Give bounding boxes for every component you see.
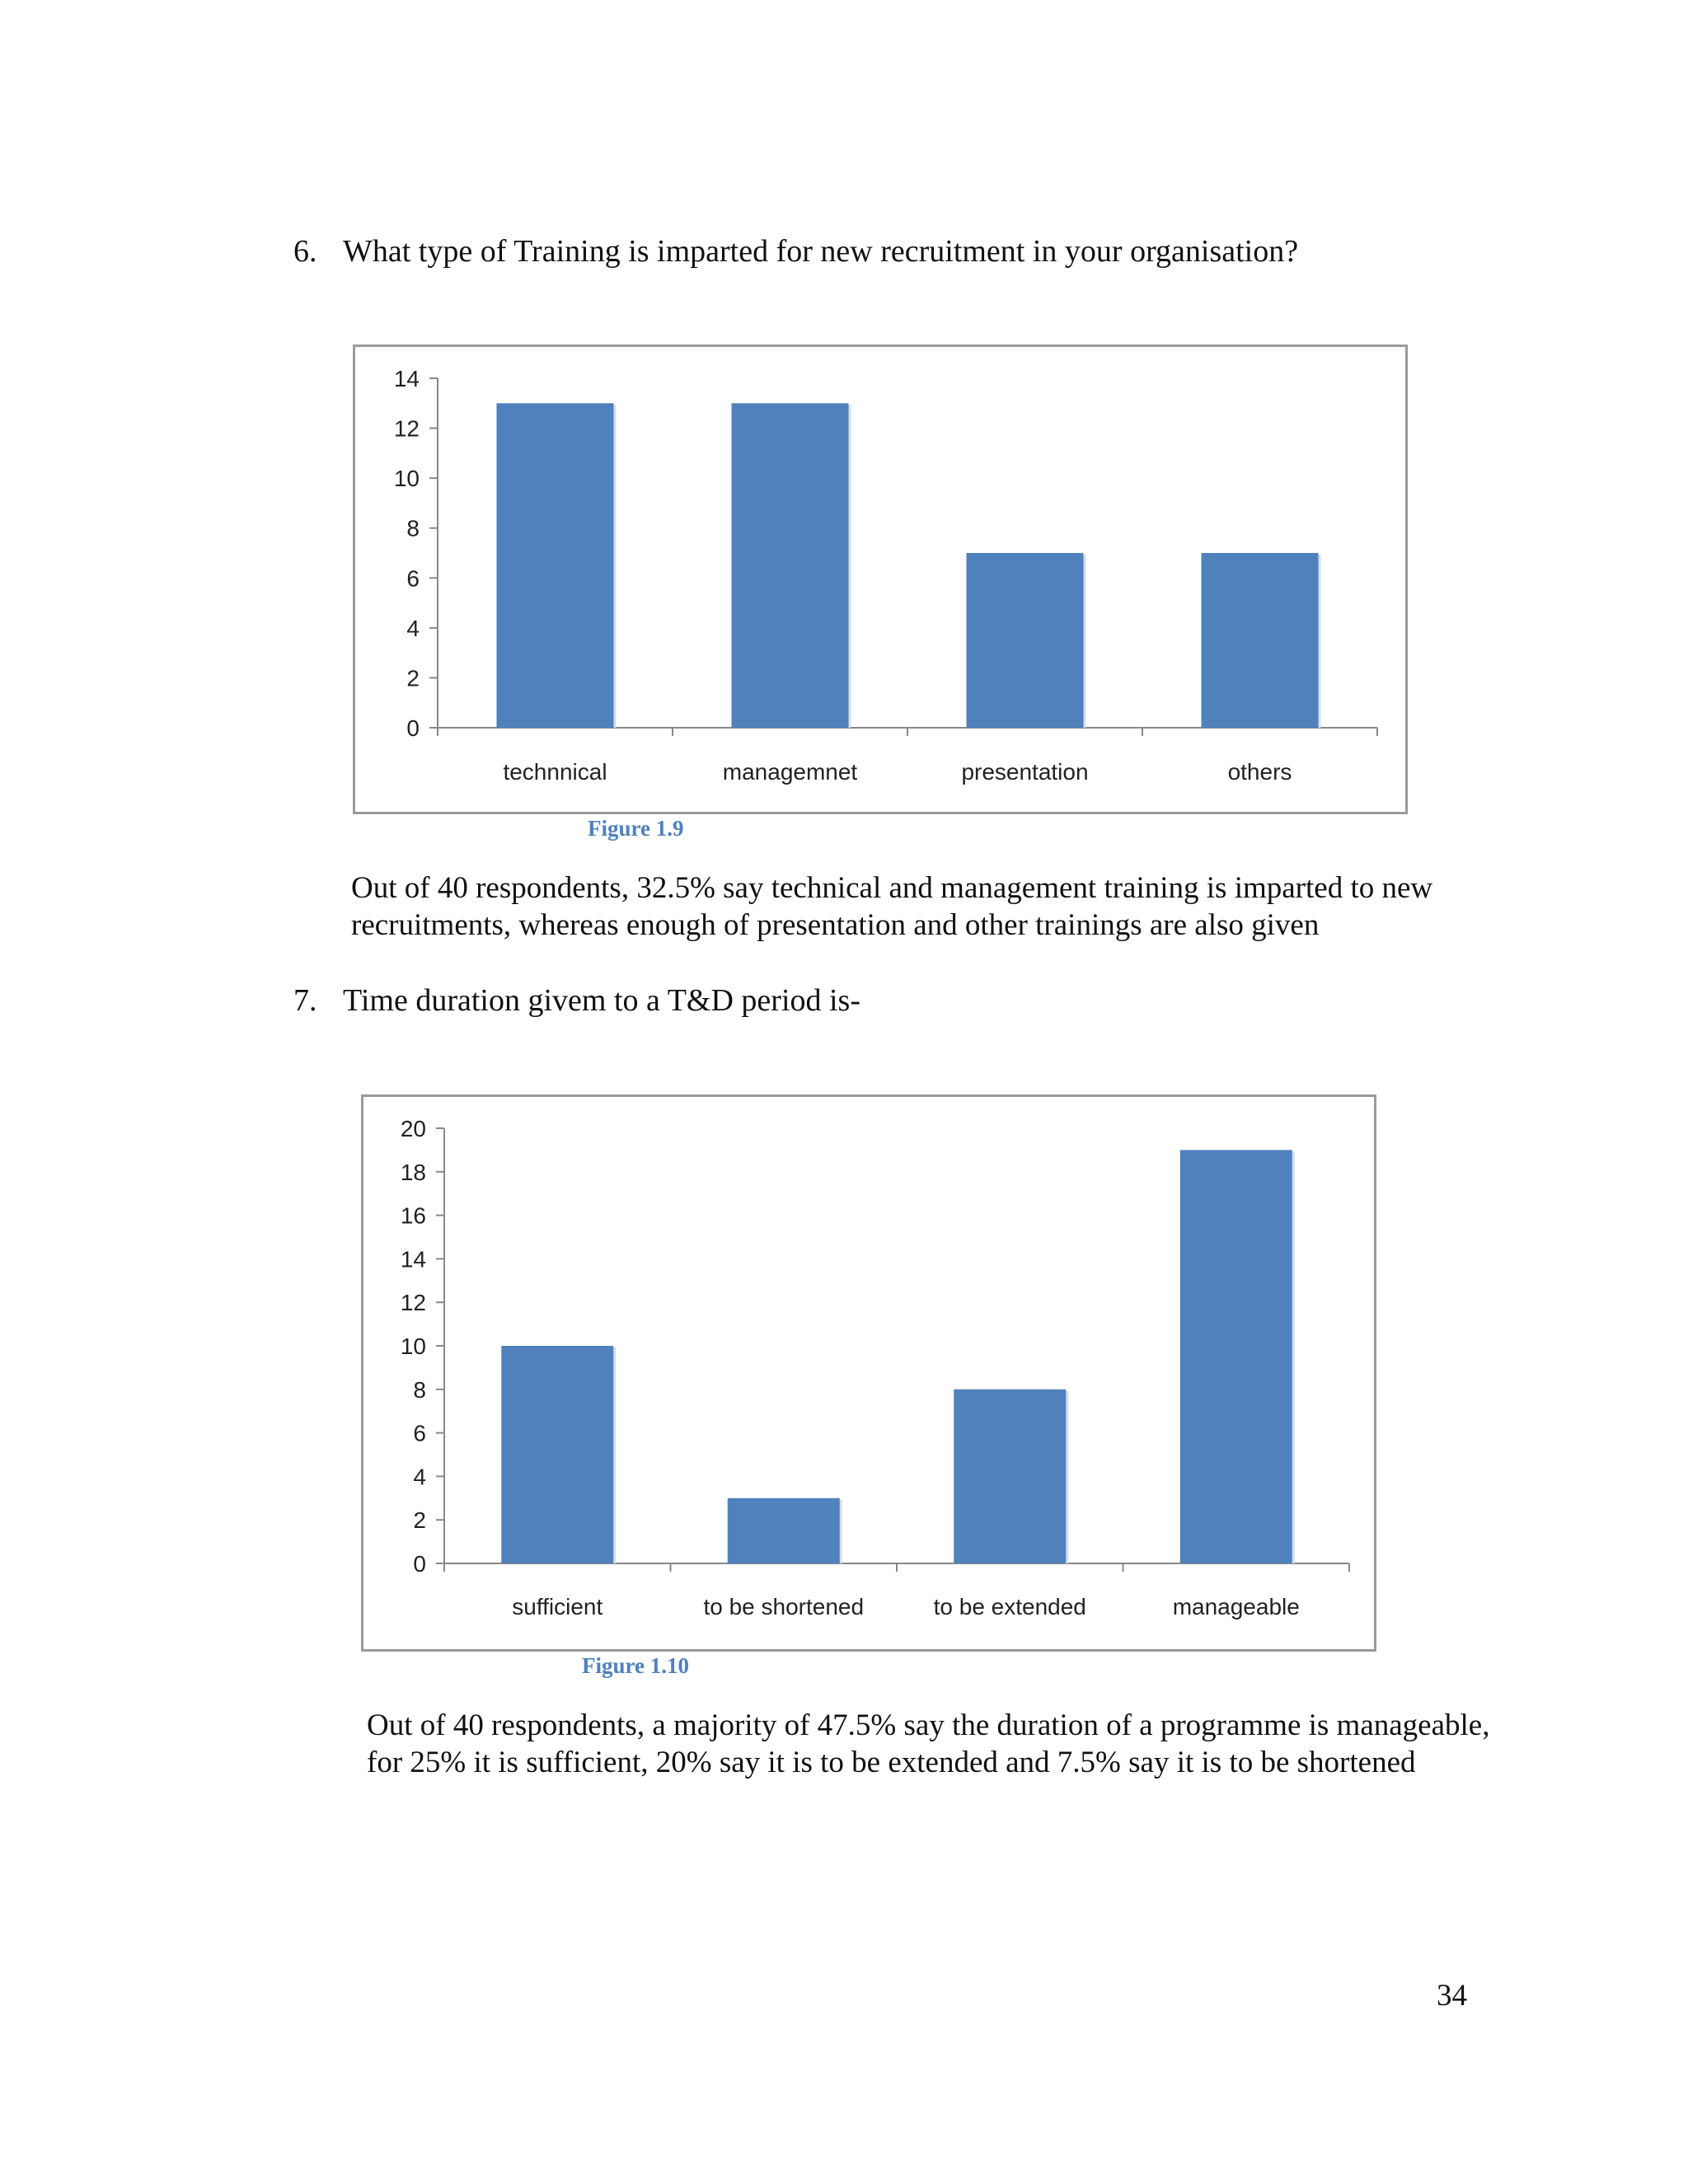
chart2-y-tick-label: 10 [400,1333,426,1359]
question-7 [293,982,860,1019]
question-7-number: 7. [293,983,317,1018]
chart2-bar [954,1390,1066,1563]
chart2-category-label: to be extended [933,1594,1086,1619]
chart1-bar [1202,553,1319,728]
figure-caption-1-10: Figure 1.10 [582,1653,689,1678]
chart1-y-tick-label: 8 [406,515,420,541]
chart2-category-label: manageable [1172,1594,1300,1619]
figure-caption-1-9: Figure 1.9 [588,816,684,841]
chart1-bar [497,403,614,728]
chart1-y-tick-label: 0 [406,715,420,741]
paragraph-duration-summary: Out of 40 respondents, a majority of 47.5% say the duration of a programme is manageable, for 25% it is sufficient, 20% say it is to be extended and 7.5% say it is to be shortened [367,1708,1490,1779]
chart-duration [361,1094,1376,1652]
chart2-category-label: to be shortened [703,1594,865,1619]
chart1-y-tick-label: 10 [393,466,420,492]
question-6-number: 6. [293,234,317,269]
chart2-bar [728,1498,840,1563]
chart2-y-tick-label: 20 [400,1116,426,1141]
chart1-category-label: technnical [503,759,607,785]
chart1-y-tick-label: 12 [393,415,420,442]
chart1-bar [967,553,1084,728]
chart2-y-tick-label: 16 [400,1202,426,1229]
chart2-y-tick-label: 0 [413,1551,426,1577]
chart2-y-tick-label: 18 [400,1159,426,1185]
chart1-category-label: others [1227,759,1292,785]
page-number: 34 [1437,1979,1467,2013]
chart1-y-tick-label: 6 [406,565,420,592]
chart1-bar [732,403,849,728]
chart2-y-tick-label: 4 [413,1464,426,1490]
paragraph-training-summary: Out of 40 respondents, 32.5% say technical and management training is imparted to new recruitments, whereas enough of presentation and other trainings are also given [351,871,1433,942]
question-6-text: What type of Training is imparted for new recruitment in your organisation? [343,234,1299,269]
chart-training-type [353,344,1408,814]
chart2-y-tick-label: 8 [413,1376,426,1403]
chart2-y-tick-label: 14 [400,1246,426,1272]
chart2-category-label: sufficient [512,1594,603,1619]
chart2-y-tick-label: 6 [413,1420,426,1446]
chart1-category-label: managemnet [722,759,858,785]
chart2-y-tick-label: 12 [400,1290,426,1316]
chart1-category-label: presentation [961,759,1089,785]
chart-duration-svg [363,1097,1379,1654]
question-6 [293,233,1298,269]
chart1-y-tick-label: 4 [406,615,420,641]
chart2-y-tick-label: 2 [413,1507,426,1534]
chart1-y-tick-label: 2 [406,665,420,691]
chart-training-type-svg [355,347,1410,817]
question-7-text: Time duration givem to a T&D period is- [343,983,861,1018]
chart2-bar [1180,1150,1292,1563]
chart2-bar [501,1346,613,1563]
chart1-y-tick-label: 14 [393,366,420,391]
